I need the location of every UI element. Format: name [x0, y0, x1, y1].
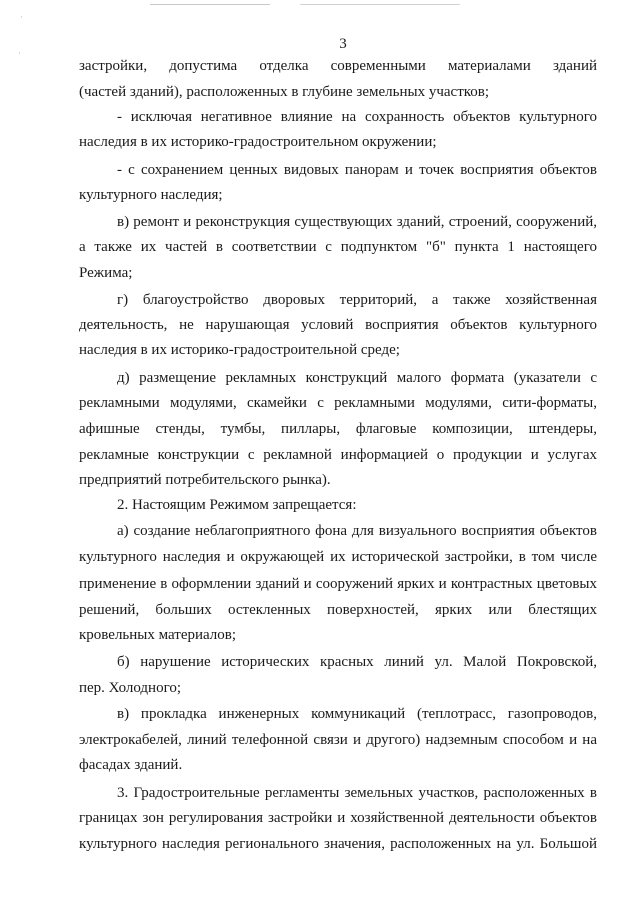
- text-line: наследия в их историко-градостроительной среде;: [79, 342, 400, 358]
- text-line: деятельность, не нарушающая условий восприятия объектов культурного: [79, 317, 597, 333]
- text-line: решений, больших остекленных поверхностей, ярких или блестящих: [79, 602, 597, 618]
- text-line: рекламные конструкции с рекламной информацией о продукции и услугах: [79, 447, 597, 463]
- text-line: культурного наследия;: [79, 187, 223, 203]
- text-line: 2. Настоящим Режимом запрещается:: [117, 497, 357, 513]
- text-line: кровельных материалов;: [79, 627, 237, 643]
- text-line: а также их частей в соответствии с подпунктом "б" пункта 1 настоящего: [79, 239, 597, 255]
- text-line: 3. Градостроительные регламенты земельных участков, расположенных в: [117, 785, 597, 801]
- text-line: б) нарушение исторических красных линий ул. Малой Покровской,: [117, 654, 597, 670]
- text-line: д) размещение рекламных конструкций малого формата (указатели с: [117, 370, 597, 386]
- page-number: 3: [339, 36, 347, 52]
- text-line: а) создание неблагоприятного фона для визуального восприятия объектов: [117, 523, 597, 539]
- text-line: предприятий потребительского рынка).: [79, 472, 331, 488]
- text-line: наследия в их историко-градостроительном окружении;: [79, 134, 437, 150]
- text-line: Режима;: [79, 265, 133, 281]
- scan-speck: ·: [18, 49, 21, 58]
- text-line: г) благоустройство дворовых территорий, а также хозяйственная: [117, 292, 597, 308]
- text-line: рекламными модулями, скамейки с рекламными модулями, сити-форматы,: [79, 395, 597, 411]
- text-line: застройки, допустима отделка современными материалами зданий: [79, 58, 597, 74]
- text-line: фасадах зданий.: [79, 757, 183, 773]
- text-line: применение в оформлении зданий и сооружений ярких и контрастных цветовых: [79, 576, 597, 592]
- text-line: границах зон регулирования застройки и хозяйственной деятельности объектов: [79, 810, 597, 826]
- text-line: (частей зданий), расположенных в глубине земельных участков;: [79, 84, 490, 100]
- scan-speck: ·: [20, 13, 23, 22]
- text-line: в) прокладка инженерных коммуникаций (теплотрасс, газопроводов,: [117, 706, 597, 722]
- text-line: культурного наследия регионального значения, расположенных на ул. Большой: [79, 836, 597, 852]
- text-line: - исключая негативное влияние на сохранность объектов культурного: [117, 109, 597, 125]
- text-line: культурного наследия и окружающей их исторической застройки, в том числе: [79, 549, 597, 565]
- text-line: пер. Холодного;: [79, 680, 182, 696]
- scan-edge-line: [300, 4, 460, 5]
- scan-edge-line: [150, 4, 270, 5]
- text-line: в) ремонт и реконструкция существующих зданий, строений, сооружений,: [117, 214, 597, 230]
- text-line: - с сохранением ценных видовых панорам и точек восприятия объектов: [117, 162, 597, 178]
- text-line: электрокабелей, линий телефонной связи и другого) надземным способом и на: [79, 732, 597, 748]
- text-line: афишные стенды, тумбы, пиллары, флаговые композиции, штендеры,: [79, 421, 597, 437]
